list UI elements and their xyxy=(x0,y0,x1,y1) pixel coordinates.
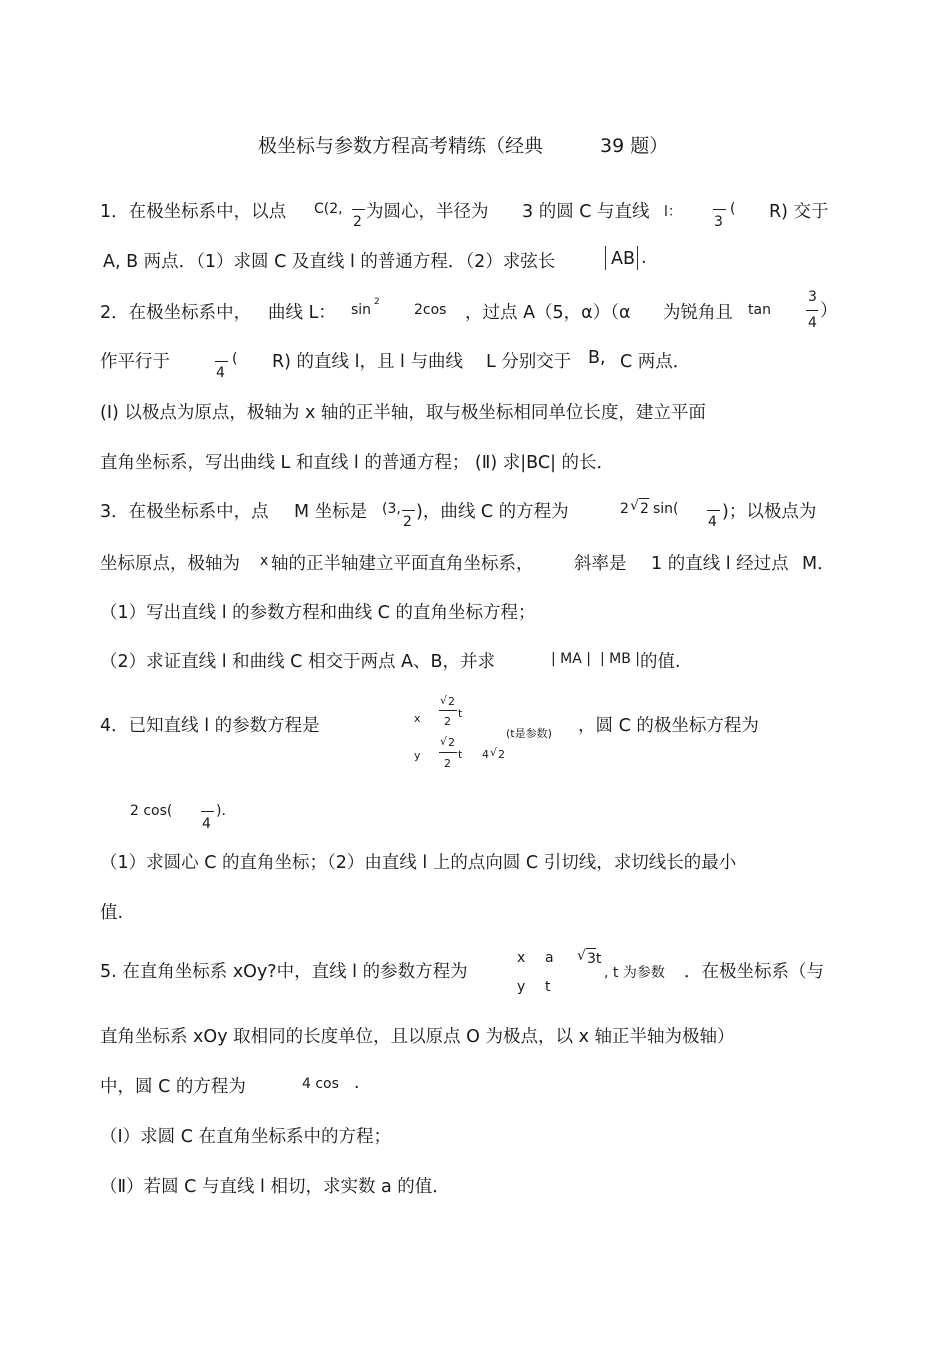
q3-fraction-bar xyxy=(707,510,720,511)
q4-den-top: 2 xyxy=(444,715,451,728)
q5-part1: （Ⅰ）求圆 C 在直角坐标系中的方程； xyxy=(100,1127,392,1147)
page-title: 极坐标与参数方程高考精练（经典 xyxy=(258,135,544,157)
q5-sq: 3t xyxy=(587,951,602,967)
q4-text: 4．已知直线 l 的参数方程是 xyxy=(100,716,320,736)
q1-fraction-den: 3 xyxy=(714,214,723,230)
q3-coef: 2 xyxy=(620,501,629,517)
q4-parts-end: 值. xyxy=(100,903,124,923)
q2-sin: sin xyxy=(351,302,372,318)
q5-part2: （Ⅱ）若圆 C 与直线 l 相切，求实数 a 的值． xyxy=(100,1177,450,1197)
q4-param: (t是参数) xyxy=(506,727,552,740)
q2-tan: tan xyxy=(748,302,771,318)
q4-fraction-bar xyxy=(439,710,457,711)
q2-text: C 两点． xyxy=(620,352,691,372)
q3-point: (3, xyxy=(382,501,401,517)
q4-parts: （1）求圆心 C 的直角坐标；（2）由直线 l 上的点向圆 C 引切线，求切线长的最小 xyxy=(100,853,737,873)
q1-fraction-bar xyxy=(713,209,726,210)
q4-fraction-den: 4 xyxy=(202,816,211,832)
q5-t: t xyxy=(545,979,551,995)
q3-part1: （1）写出直线 l 的参数方程和曲线 C 的直角坐标方程； xyxy=(100,603,536,623)
q3-text: M 坐标是 xyxy=(294,502,368,522)
q4-polar: 2 cos( xyxy=(130,803,173,819)
q4-text: ，圆 C 的极坐标方程为 xyxy=(578,716,759,736)
q4-y: y xyxy=(414,749,421,762)
q3-ma: | MA | xyxy=(551,651,591,667)
q2-cos: 2cos xyxy=(414,302,447,318)
q3-radicand: 2 xyxy=(640,501,649,517)
q3-text: 3．在极坐标系中，点 xyxy=(100,502,269,522)
q3-text: 1 的直线 l 经过点 xyxy=(651,554,789,574)
q4-polar-end: ). xyxy=(216,803,226,819)
q5-text: 5. 在直角坐标系 xOy?中，直线 l 的参数方程为 xyxy=(100,962,468,982)
q5-a: a xyxy=(545,950,554,966)
q3-text: 坐标原点，极轴为 xyxy=(100,554,240,574)
sqrt-bar xyxy=(586,948,596,949)
q1-point: C(2, xyxy=(314,201,343,217)
q1-fraction-bar xyxy=(352,209,365,210)
q1-text: A, B 两点．（1）求圆 C 及直线 l 的普通方程．（2）求弦长 xyxy=(103,252,556,272)
q2-text: 曲线 L： xyxy=(268,303,336,323)
q4-den-bot: 2 xyxy=(444,757,451,770)
sqrt-icon: √ xyxy=(630,498,639,514)
q1-line-label: l： xyxy=(664,204,682,220)
q4-t-bot: t xyxy=(458,748,463,761)
q3-text: 轴的正半轴建立平面直角坐标系， xyxy=(271,554,534,574)
q1-text: . xyxy=(641,248,647,268)
q4-fraction-bar xyxy=(439,752,457,753)
q2-text: L 分别交于 xyxy=(486,352,572,372)
q3-text: 的值. xyxy=(640,652,681,672)
q3-x: x xyxy=(260,553,269,569)
q1-fraction-den: 2 xyxy=(353,214,362,230)
q3-text: M． xyxy=(802,554,835,574)
sqrt-icon: √ xyxy=(440,735,448,748)
q5-text: 中，圆 C 的方程为 xyxy=(100,1077,246,1097)
q5-text: 直角坐标系 xOy 取相同的长度单位，且以原点 O 为极点，以 x 轴正半轴为极轴） xyxy=(100,1027,735,1047)
q3-fraction-den: 4 xyxy=(708,514,717,530)
q2-paren: ( xyxy=(232,351,238,367)
q2-fraction-den: 4 xyxy=(216,365,225,381)
q2-sup: 2 xyxy=(374,297,380,307)
q2-fraction-den: 4 xyxy=(808,315,817,331)
q4-fraction-bar xyxy=(201,811,214,812)
q2-text: 2．在极坐标系中， xyxy=(100,303,252,323)
sqrt-icon: √ xyxy=(490,746,498,759)
q4-x: x xyxy=(414,712,421,725)
q3-text: )；以极点为 xyxy=(722,502,817,522)
q2-fraction-bar xyxy=(806,310,818,311)
q2-text: R) 的直线 l，且 l 与曲线 xyxy=(272,352,463,372)
sqrt-icon: √ xyxy=(440,694,448,707)
q1-text: 3 的圆 C 与直线 xyxy=(522,202,650,222)
q3-text: )，曲线 C 的方程为 xyxy=(416,502,569,522)
q2-text: B, xyxy=(588,348,606,368)
q1-text: 1．在极坐标系中，以点 xyxy=(100,202,287,222)
q3-sin: sin( xyxy=(653,501,679,517)
abs-bar-left xyxy=(605,246,606,270)
q1-paren: ( xyxy=(730,201,736,217)
q4-sq-c: 2 xyxy=(498,748,505,761)
q5-x: x xyxy=(517,950,526,966)
q2-fraction-num: 3 xyxy=(808,289,817,305)
q3-text: 斜率是 xyxy=(574,554,627,574)
q1-text: 为圆心，半径为 xyxy=(366,202,489,222)
sqrt-bar xyxy=(639,498,649,499)
q5-y: y xyxy=(517,979,526,995)
q5-text: ．在极坐标系（与 xyxy=(684,962,824,982)
page-title-count: 39 题） xyxy=(600,135,669,157)
q4-t-top: t xyxy=(458,707,463,720)
q2-part2: 直角坐标系，写出曲线 L 和直线 l 的普通方程； (Ⅱ) 求|BC| 的长． xyxy=(100,453,615,473)
q2-fraction-bar xyxy=(215,361,228,362)
q2-text: ，过点 A（5，α）（α xyxy=(465,303,631,323)
q4-sq-top: 2 xyxy=(448,695,455,708)
q2-text: ） xyxy=(820,301,838,321)
q1-chord-label: AB xyxy=(611,249,635,269)
q2-text: 为锐角且 xyxy=(663,303,733,323)
q2-part1: (Ⅰ) 以极点为原点，极轴为 x 轴的正半轴，取与极坐标相同单位长度，建立平面 xyxy=(100,403,706,423)
q3-fraction-den: 2 xyxy=(403,514,412,530)
q2-text: 作平行于 xyxy=(100,352,170,372)
q3-mb: | MB | xyxy=(600,651,641,667)
q3-part2: （2）求证直线 l 和曲线 C 相交于两点 A、B，并求 xyxy=(100,652,496,672)
q1-text: R) 交于 xyxy=(769,202,829,222)
q5-text: . xyxy=(354,1073,360,1093)
abs-bar-right xyxy=(637,246,638,270)
q3-fraction-bar xyxy=(402,510,415,511)
q5-param: , t 为参数 xyxy=(604,965,665,981)
q5-polar: 4 cos xyxy=(302,1076,339,1092)
q4-const: 4 xyxy=(482,748,489,761)
sqrt-icon: √ xyxy=(577,948,586,964)
q4-sq-bot: 2 xyxy=(448,736,455,749)
